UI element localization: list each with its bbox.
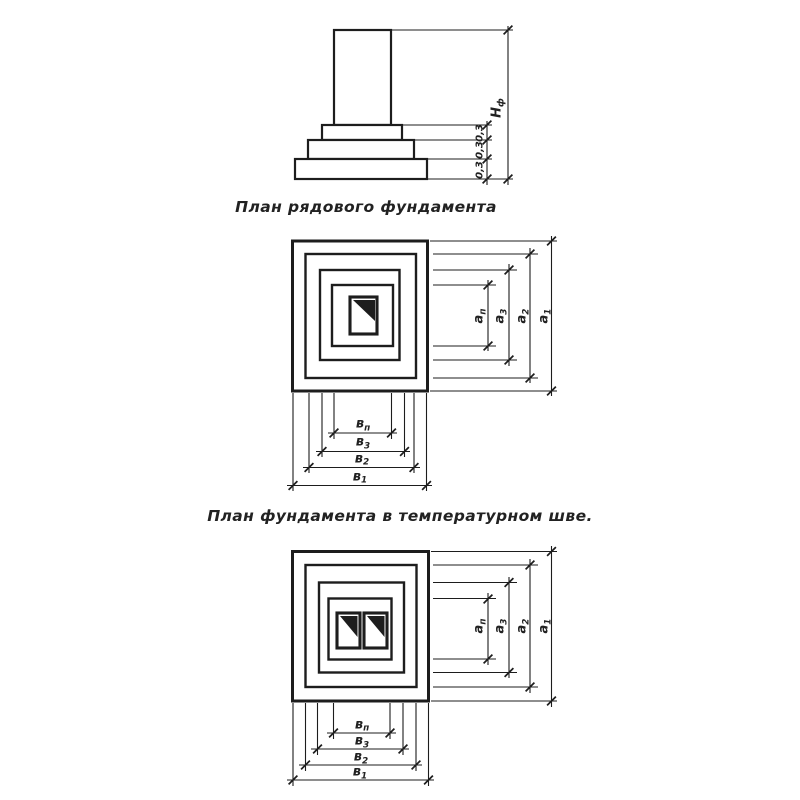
- column: [334, 30, 391, 125]
- plan-joint-dim-a-p: $а_п$: [471, 618, 489, 634]
- plan-row-dim-a-1: $а_1$: [536, 308, 553, 324]
- plan-joint-dim-b-2: $в_2$: [353, 749, 369, 767]
- plan-row-dim-b-p: $в_п$: [355, 416, 371, 434]
- plan-row-caption: План рядового фундамента: [235, 198, 497, 216]
- step-dim-label-1: 0,3: [474, 123, 486, 142]
- step-bottom: [295, 159, 427, 179]
- foundation-height-label: $Н_ф$: [489, 98, 507, 118]
- elevation-foundation-body: [295, 30, 427, 179]
- step-dim-label-2: 0,3: [474, 141, 486, 159]
- plan-joint-dim-b-3: $в_3$: [354, 733, 370, 751]
- plan-joint-dim-b-1: $в_1$: [352, 764, 368, 782]
- plan-row-dim-a-3: $а_3$: [492, 308, 510, 324]
- plan-row-dim-a-p: $а_п$: [471, 308, 489, 324]
- plan-row-dim-b-1: $в_1$: [352, 469, 368, 486]
- step-top: [322, 125, 402, 140]
- plan-row-foundation: [287, 236, 557, 491]
- plan-joint-dim-a-3: $а_3$: [492, 618, 510, 634]
- plan-joint-dim-a-2: $а_2$: [514, 618, 531, 634]
- plan-joint-dim-b-p: $в_п$: [354, 717, 370, 734]
- plan-joint-dim-a-1: $а_1$: [536, 618, 553, 634]
- step-middle: [308, 140, 414, 159]
- plan-row-extension-lines: [287, 236, 557, 491]
- plan-joint-caption: План фундамента в температурном шве.: [207, 507, 593, 525]
- plan-row-dim-b-3: $в_3$: [355, 434, 371, 452]
- plan-joint-foundation: [287, 546, 557, 786]
- plan-row-dim-b-2: $в_2$: [354, 451, 370, 468]
- step-dim-label-3: 0,3: [474, 160, 486, 179]
- plan-joint-slabs: [293, 552, 429, 702]
- plan-row-dim-a-2: $а_2$: [514, 308, 531, 324]
- plan-row-slabs: [293, 241, 428, 391]
